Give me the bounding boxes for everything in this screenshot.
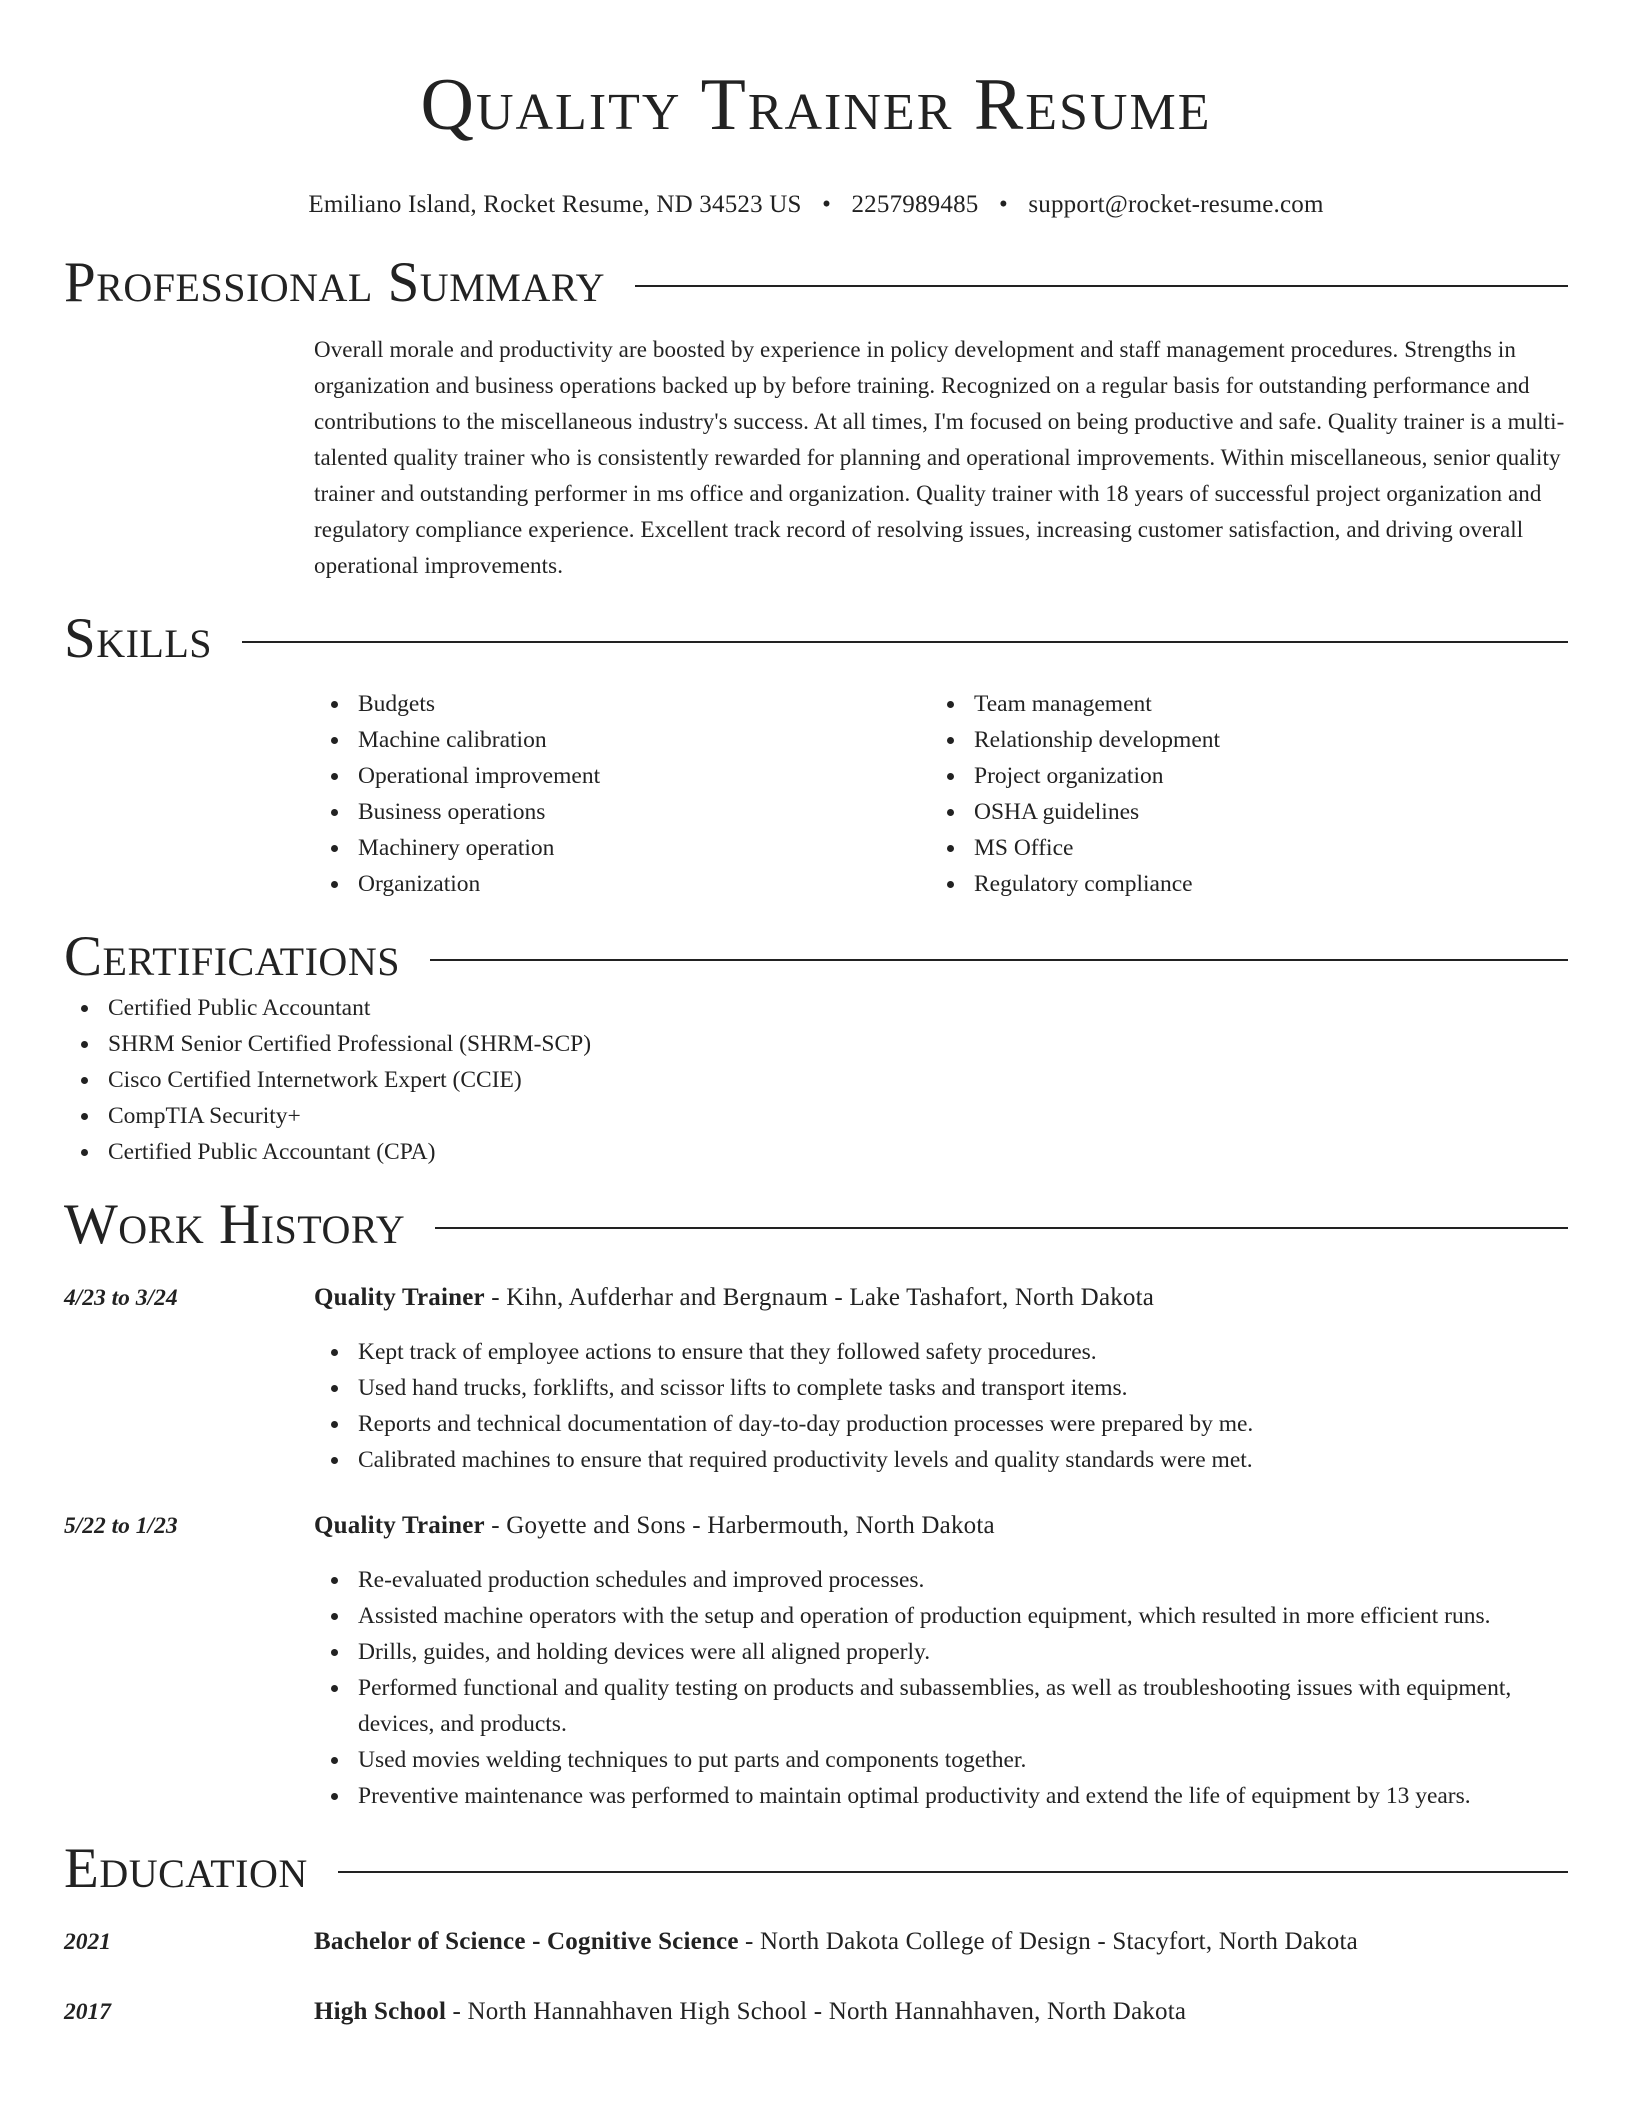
skills-section-header xyxy=(64,606,1568,672)
certifications-list xyxy=(64,990,1568,1170)
work-history-section-header xyxy=(64,1192,1568,1258)
contact-address: Emiliano Island, Rocket Resume, ND 34523 US xyxy=(308,191,802,218)
contact-separator: • xyxy=(822,191,832,218)
education-heading: Education xyxy=(64,1837,308,1900)
skill-item: Business operations xyxy=(314,794,930,830)
skill-item: Budgets xyxy=(314,686,930,722)
certification-item: SHRM Senior Certified Professional (SHRM-SCP) xyxy=(64,1026,1568,1062)
contact-phone: 2257989485 xyxy=(851,191,979,218)
education-heading-line xyxy=(314,1924,1358,1960)
summary-section-header xyxy=(64,250,1568,316)
job-duty: Drills, guides, and holding devices were all aligned properly. xyxy=(314,1634,1568,1670)
job-duty: Performed functional and quality testing on products and subassemblies, as well as troubleshooting issues with equipment, devices, and products. xyxy=(314,1670,1568,1742)
certification-item: Certified Public Accountant xyxy=(64,990,1568,1026)
job-duty: Used movies welding techniques to put parts and components together. xyxy=(314,1742,1568,1778)
skill-item: Relationship development xyxy=(930,722,1546,758)
section-divider xyxy=(635,285,1568,287)
job-title: Quality Trainer xyxy=(314,1512,485,1539)
contact-separator: • xyxy=(998,191,1008,218)
education-degree: Bachelor of Science - Cognitive Science xyxy=(314,1928,739,1955)
summary-text: Overall morale and productivity are boosted by experience in policy development and staff management procedures. Strengths in organization and business operations backed up by before training. Recognized on a regular basis for outstanding performance and contributions to the miscellaneous industry's success. At all times, I'm focused on being productive and safe. Quality trainer is a multi-talented quality trainer who is consistently rewarded for planning and operational improvements. Within miscellaneous, senior quality trainer and outstanding performer in ms office and organization. Quality trainer with 18 years of successful project organization and regulatory compliance experience. Excellent track record of resolving issues, increasing customer satisfaction, and driving overall operational improvements. xyxy=(314,337,1565,578)
contact-email: support@rocket-resume.com xyxy=(1028,191,1324,218)
education-entry xyxy=(64,1994,1568,2030)
job-title: Quality Trainer xyxy=(314,1284,485,1311)
job-entry xyxy=(64,1280,1568,1478)
skills-heading: Skills xyxy=(64,607,213,670)
certifications-section-header xyxy=(64,924,1568,990)
job-duty: Assisted machine operators with the setup and operation of production equipment, which resulted in more efficient runs. xyxy=(314,1598,1568,1634)
job-dates: 4/23 to 3/24 xyxy=(64,1285,178,1311)
contact-line xyxy=(64,190,1568,220)
education-degree: High School xyxy=(314,1998,447,2025)
education-heading-line xyxy=(314,1994,1186,2030)
job-duty: Preventive maintenance was performed to maintain optimal productivity and extend the life of equipment by 13 years. xyxy=(314,1778,1568,1814)
skill-item: Project organization xyxy=(930,758,1546,794)
work-history-heading: Work History xyxy=(64,1193,406,1256)
skill-item: Operational improvement xyxy=(314,758,930,794)
summary-heading: Professional Summary xyxy=(64,251,606,314)
resume-title: Quality Trainer Resume xyxy=(420,64,1212,146)
job-duty: Kept track of employee actions to ensure that they followed safety procedures. xyxy=(314,1334,1568,1370)
skill-item: MS Office xyxy=(930,830,1546,866)
skill-item: Machine calibration xyxy=(314,722,930,758)
certification-item: CompTIA Security+ xyxy=(64,1098,1568,1134)
certification-item: Cisco Certified Internetwork Expert (CCIE) xyxy=(64,1062,1568,1098)
education-school-location: - North Hannahhaven High School - North Hannahhaven, North Dakota xyxy=(446,1998,1187,2025)
job-duty: Reports and technical documentation of day-to-day production processes were prepared by me. xyxy=(314,1406,1568,1442)
skills-column-left xyxy=(314,686,930,902)
skills-column-right xyxy=(930,686,1546,902)
education-year: 2017 xyxy=(64,1999,111,2025)
certifications-heading: Certifications xyxy=(64,925,400,988)
education-entry xyxy=(64,1924,1568,1960)
job-heading xyxy=(314,1508,1568,1544)
education-school-location: - North Dakota College of Design - Stacyfort, North Dakota xyxy=(738,1928,1358,1955)
job-employer-location: - Goyette and Sons - Harbermouth, North Dakota xyxy=(484,1512,995,1539)
job-entry xyxy=(64,1508,1568,1814)
job-duty: Calibrated machines to ensure that required productivity levels and quality standards were met. xyxy=(314,1442,1568,1478)
job-employer-location: - Kihn, Aufderhar and Bergnaum - Lake Tashafort, North Dakota xyxy=(484,1284,1155,1311)
skill-item: Regulatory compliance xyxy=(930,866,1546,902)
education-year: 2021 xyxy=(64,1929,111,1955)
job-duty: Used hand trucks, forklifts, and scissor lifts to complete tasks and transport items. xyxy=(314,1370,1568,1406)
section-divider xyxy=(242,641,1568,643)
education-section-header xyxy=(64,1836,1568,1902)
job-heading xyxy=(314,1280,1568,1316)
section-divider xyxy=(435,1227,1568,1229)
skill-item: Team management xyxy=(930,686,1546,722)
skill-item: Organization xyxy=(314,866,930,902)
certification-item: Certified Public Accountant (CPA) xyxy=(64,1134,1568,1170)
section-divider xyxy=(430,959,1568,961)
job-duty: Re-evaluated production schedules and improved processes. xyxy=(314,1562,1568,1598)
section-divider xyxy=(338,1871,1568,1873)
job-duties xyxy=(314,1562,1568,1814)
job-dates: 5/22 to 1/23 xyxy=(64,1513,178,1539)
job-duties xyxy=(314,1334,1568,1478)
skill-item: OSHA guidelines xyxy=(930,794,1546,830)
skills-list xyxy=(314,686,1568,902)
skill-item: Machinery operation xyxy=(314,830,930,866)
